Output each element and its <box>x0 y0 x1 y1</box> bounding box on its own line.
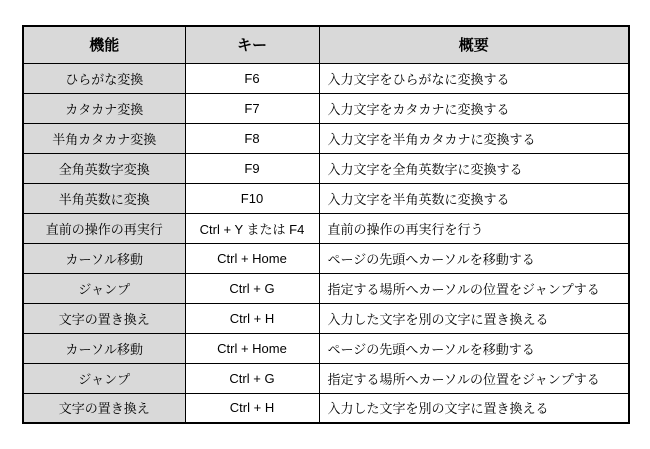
summary-cell: 入力文字を半角英数に変換する <box>319 183 629 213</box>
key-cell: F9 <box>185 153 319 183</box>
table-row <box>23 393 629 423</box>
function-cell: 全角英数字変換 <box>23 153 185 183</box>
summary-cell: 入力文字を全角英数字に変換する <box>319 153 629 183</box>
key-cell: Ctrl + G <box>185 273 319 303</box>
summary-cell: ページの先頭へカーソルを移動する <box>319 243 629 273</box>
summary-cell: 入力文字をカタカナに変換する <box>319 93 629 123</box>
table-row <box>23 93 629 123</box>
function-cell: ひらがな変換 <box>23 63 185 93</box>
key-cell: F8 <box>185 123 319 153</box>
function-cell: ジャンプ <box>23 363 185 393</box>
summary-cell: 入力文字をひらがなに変換する <box>319 63 629 93</box>
key-cell: F7 <box>185 93 319 123</box>
key-cell: F6 <box>185 63 319 93</box>
header-summary: 概要 <box>319 26 629 63</box>
key-cell: Ctrl + Home <box>185 243 319 273</box>
key-cell: Ctrl + H <box>185 393 319 423</box>
function-cell: 文字の置き換え <box>23 303 185 333</box>
summary-cell: 指定する場所へカーソルの位置をジャンプする <box>319 363 629 393</box>
table-row <box>23 363 629 393</box>
summary-cell: 入力文字を半角カタカナに変換する <box>319 123 629 153</box>
key-cell: F10 <box>185 183 319 213</box>
key-cell: Ctrl + Home <box>185 333 319 363</box>
function-cell: ジャンプ <box>23 273 185 303</box>
table-row <box>23 63 629 93</box>
table-row <box>23 243 629 273</box>
table-row <box>23 213 629 243</box>
function-cell: カタカナ変換 <box>23 93 185 123</box>
function-cell: 半角英数に変換 <box>23 183 185 213</box>
function-cell: 直前の操作の再実行 <box>23 213 185 243</box>
summary-cell: ページの先頭へカーソルを移動する <box>319 333 629 363</box>
table-row <box>23 273 629 303</box>
summary-cell: 入力した文字を別の文字に置き換える <box>319 303 629 333</box>
summary-cell: 入力した文字を別の文字に置き換える <box>319 393 629 423</box>
table-row <box>23 303 629 333</box>
key-cell: Ctrl + Y または F4 <box>185 213 319 243</box>
function-cell: 文字の置き換え <box>23 393 185 423</box>
key-cell: Ctrl + G <box>185 363 319 393</box>
function-cell: 半角カタカナ変換 <box>23 123 185 153</box>
function-cell: カーソル移動 <box>23 243 185 273</box>
shortcut-key-table <box>22 25 630 424</box>
table-row <box>23 153 629 183</box>
summary-cell: 直前の操作の再実行を行う <box>319 213 629 243</box>
summary-cell: 指定する場所へカーソルの位置をジャンプする <box>319 273 629 303</box>
key-cell: Ctrl + H <box>185 303 319 333</box>
table-row <box>23 123 629 153</box>
table-row <box>23 333 629 363</box>
function-cell: カーソル移動 <box>23 333 185 363</box>
table-row <box>23 183 629 213</box>
header-function: 機能 <box>23 26 185 63</box>
table-header-row <box>23 26 629 63</box>
header-key: キー <box>185 26 319 63</box>
